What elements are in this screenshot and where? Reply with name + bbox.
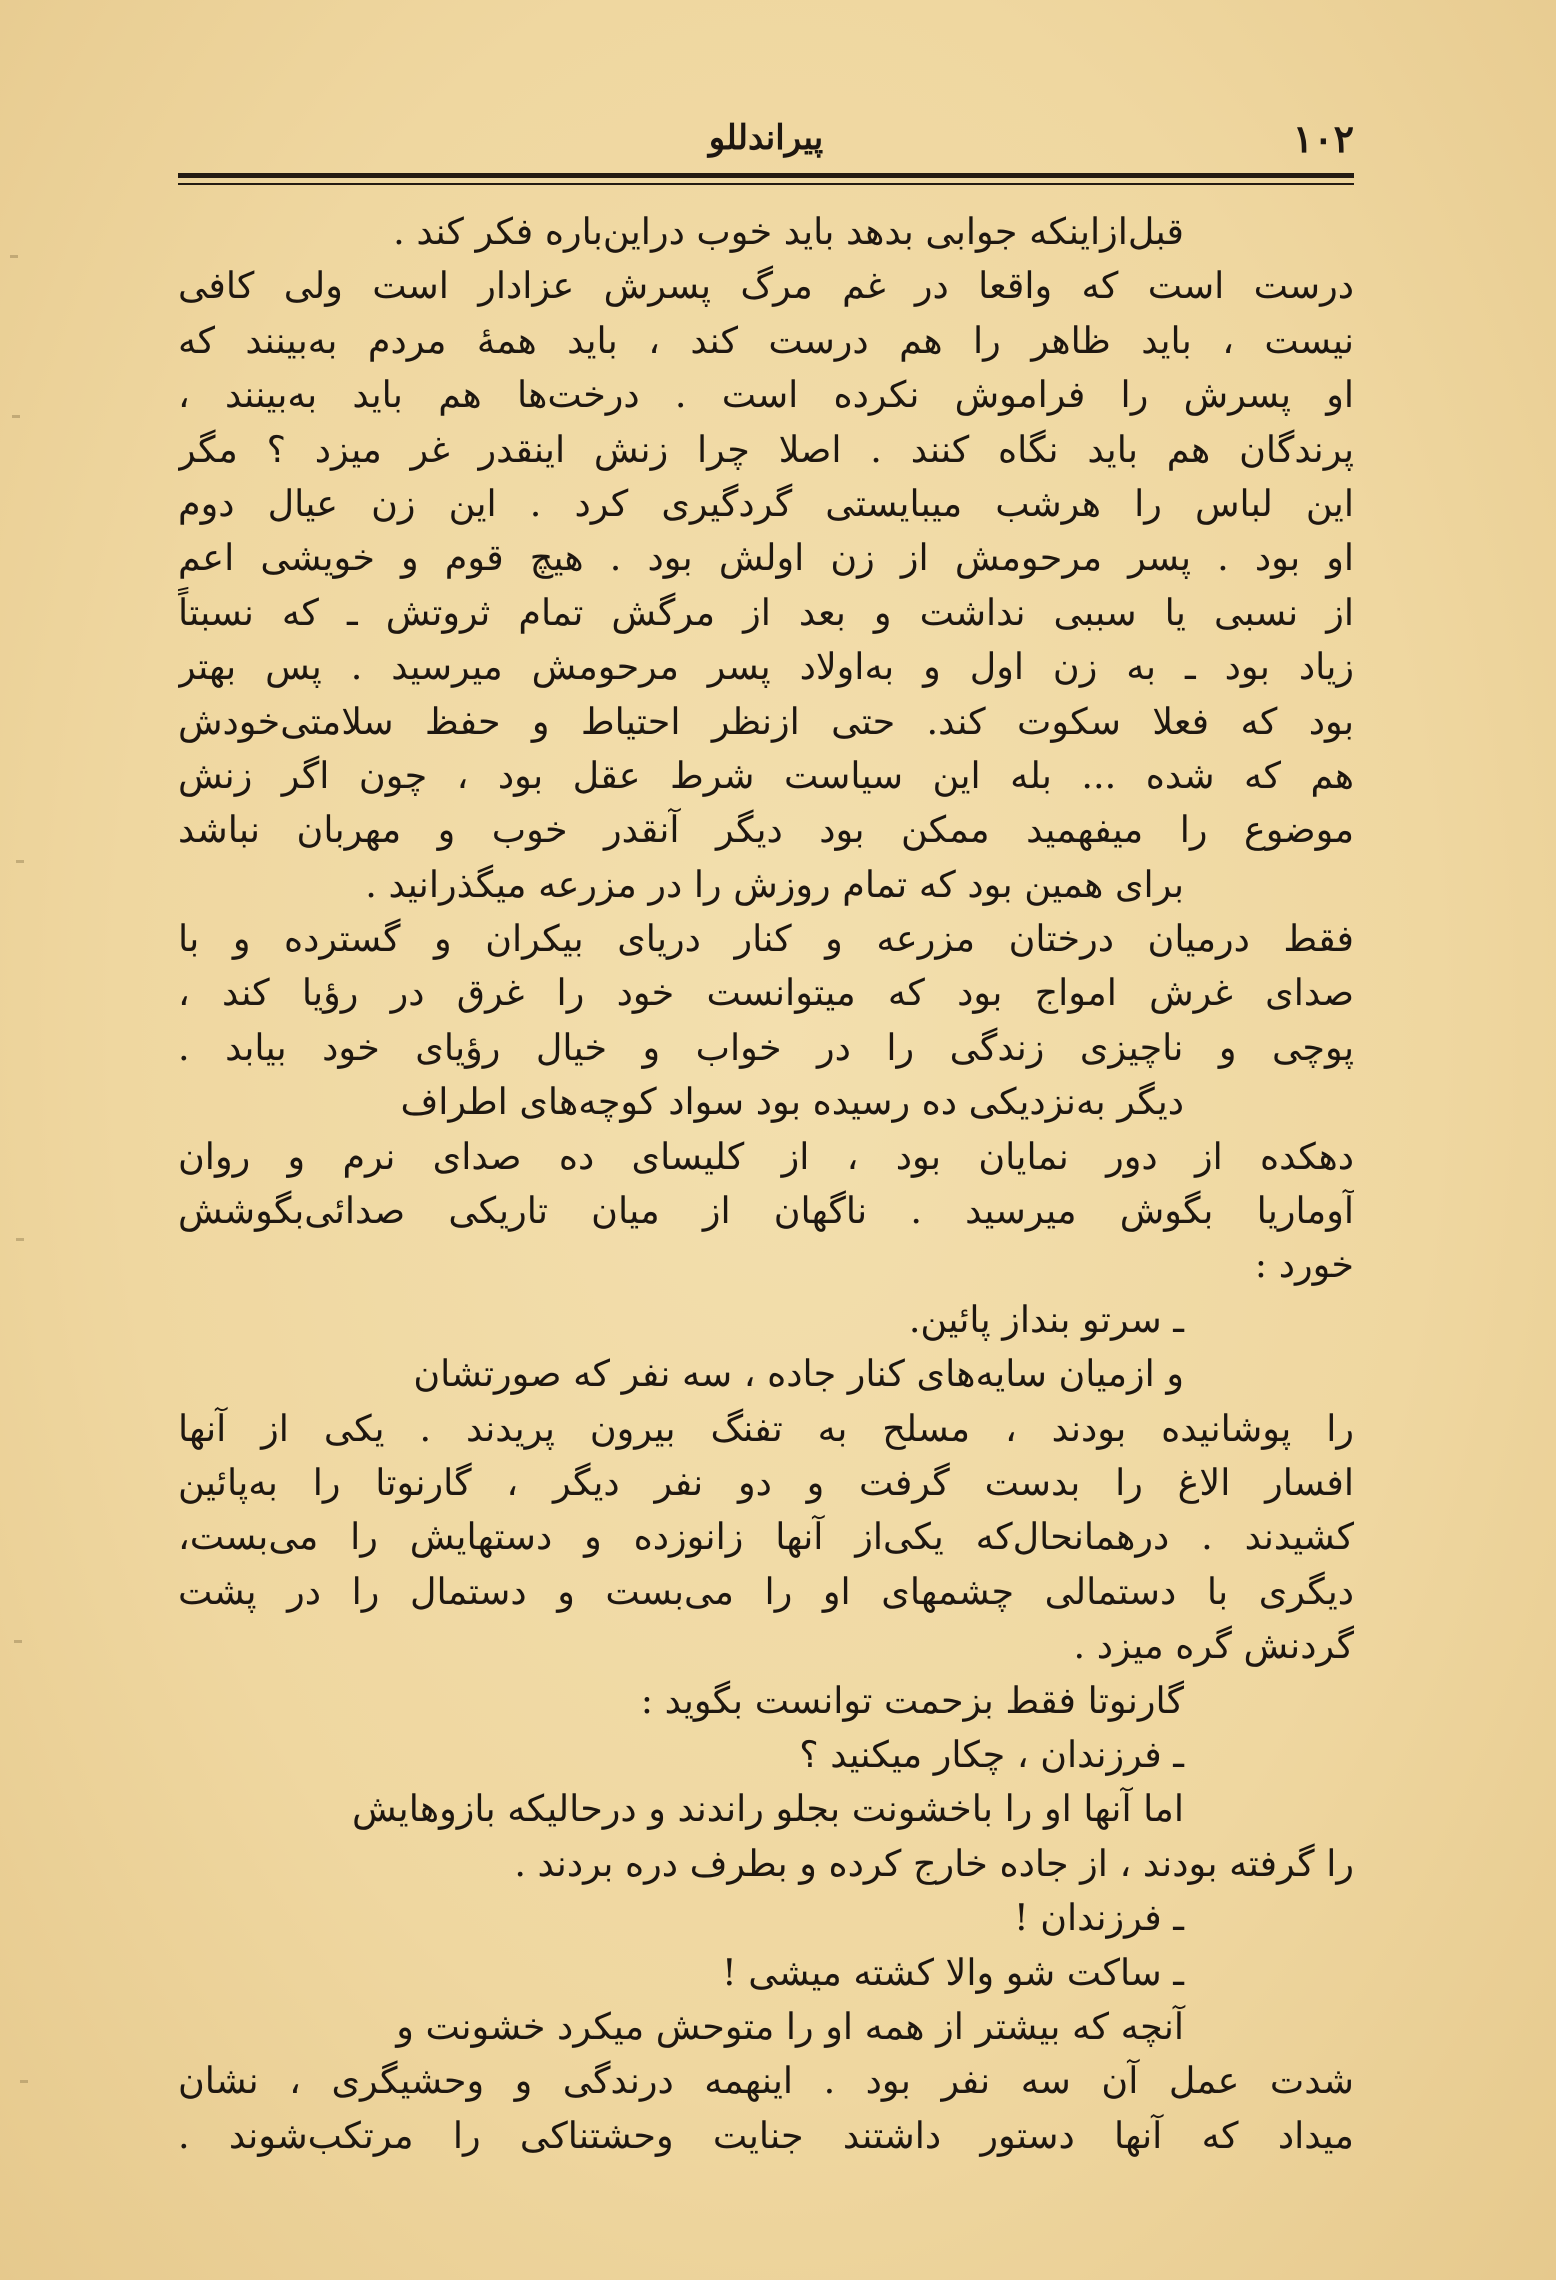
page-header <box>178 110 1354 170</box>
text-line: و ازمیان سایه‌های کنار جاده ، سه نفر که صورتشان <box>413 1352 1184 1396</box>
text-line: دیگر به‌نزدیکی ده رسیده بود سواد کوچه‌های اطراف <box>400 1080 1184 1124</box>
binding-mark <box>16 1238 24 1241</box>
text-line: آنچه که بیشتر از همه او را متوحش میکرد خشونت و <box>396 2004 1184 2048</box>
text-line: موضوع را میفهمید ممکن بود دیگر آنقدر خوب و مهربان نباشد <box>178 808 1354 852</box>
text-line: آوماریا بگوش میرسید . ناگهان از میان تاریکی صدائی‌بگوشش <box>178 1189 1354 1233</box>
text-line: درست است که واقعا در غم مرگ پسرش عزادار است ولی کافی <box>178 264 1354 308</box>
dialogue-line: ـ فرزندان ! <box>1013 1896 1184 1940</box>
text-line: این لباس را هرشب میبایستی گردگیری کرد . این زن عیال دوم <box>178 481 1354 525</box>
binding-mark <box>14 1640 22 1643</box>
text-line: زیاد بود ـ به زن اول و به‌اولاد پسر مرحومش میرسید . پس بهتر <box>178 645 1354 689</box>
text-line: افسار الاغ را بدست گرفت و دو نفر دیگر ، گارنوتا را به‌پائین <box>178 1460 1354 1504</box>
text-line: پرندگان هم باید نگاه کنند . اصلا چرا زنش اینقدر غر میزد ؟ مگر <box>178 427 1354 471</box>
text-line: دیگری با دستمالی چشمهای او را می‌بست و دستمال را در پشت <box>178 1569 1354 1613</box>
page-number: ۱۰۲ <box>1292 116 1354 161</box>
text-line: گارنوتا فقط بزحمت توانست بگوید : <box>640 1678 1184 1722</box>
text-line: اما آنها او را باخشونت بجلو راندند و درحالیکه بازوهایش <box>352 1787 1184 1831</box>
text-line: کشیدند . درهمانحال‌که یکی‌از آنها زانوزده و دستهایش را می‌بست، <box>178 1515 1354 1559</box>
dialogue-line: ـ سرتو بنداز پائین. <box>908 1297 1184 1341</box>
text-line: خورد : <box>1254 1243 1354 1287</box>
text-line: برای همین بود که تمام روزش را در مزرعه میگذرانید . <box>365 862 1184 906</box>
text-line: شدت عمل آن سه نفر بود . اینهمه درندگی و وحشیگری ، نشان <box>178 2059 1354 2103</box>
text-line: قبل‌ازاینکه جوابی بدهد باید خوب دراین‌باره فکر کند . <box>393 210 1184 253</box>
text-line: را گرفته بودند ، از جاده خارج کرده و بطرف دره بردند . <box>514 1841 1354 1885</box>
text-line: او بود . پسر مرحومش از زن اولش بود . هیچ قوم و خویشی اعم <box>178 536 1354 580</box>
body-text <box>178 205 1354 2163</box>
text-line: گردنش گره میزد . <box>1073 1624 1354 1668</box>
text-line: صدای غرش امواج بود که میتوانست خود را غرق در رؤیا کند ، <box>178 971 1354 1015</box>
text-line: از نسبی یا سببی نداشت و بعد از مرگش تمام ثروتش ـ که نسبتاً <box>178 590 1354 634</box>
text-line: او پسرش را فراموش نکرده است . درخت‌ها هم باید به‌بینند ، <box>178 373 1354 417</box>
text-line: را پوشانیده بودند ، مسلح به تفنگ بیرون پریدند . یکی از آنها <box>178 1406 1354 1450</box>
dialogue-line: ـ ساکت شو والا کشته میشی ! <box>722 1950 1184 1994</box>
binding-mark <box>10 255 18 258</box>
binding-mark <box>16 860 24 863</box>
text-line: هم که شده ... بله این سیاست شرط عقل بود ، چون اگر زنش <box>178 753 1354 797</box>
text-line: پوچی و ناچیزی زندگی را در خواب و خیال رؤیای خود بیابد . <box>178 1025 1354 1069</box>
dialogue-line: ـ فرزندان ، چکار میکنید ؟ <box>799 1732 1184 1776</box>
running-title: پیراندللو <box>708 118 824 158</box>
text-line: دهکده از دور نمایان بود ، از کلیسای ده صدای نرم و روان <box>178 1134 1354 1178</box>
binding-mark <box>12 415 20 418</box>
text-line: میداد که آنها دستور داشتند جنایت وحشتناکی را مرتکب‌شوند . <box>178 2113 1354 2157</box>
text-line: فقط درمیان درختان مزرعه و کنار دریای بیکران و گسترده و با <box>178 917 1354 961</box>
header-rule-thin <box>178 183 1354 185</box>
binding-mark <box>20 2080 28 2083</box>
header-rule-thick <box>178 173 1354 178</box>
text-line: نیست ، باید ظاهر را هم درست کند ، باید همهٔ مردم به‌بینند که <box>178 318 1354 362</box>
text-line: بود که فعلا سکوت کند. حتی ازنظر احتیاط و حفظ سلامتی‌خودش <box>178 699 1354 743</box>
